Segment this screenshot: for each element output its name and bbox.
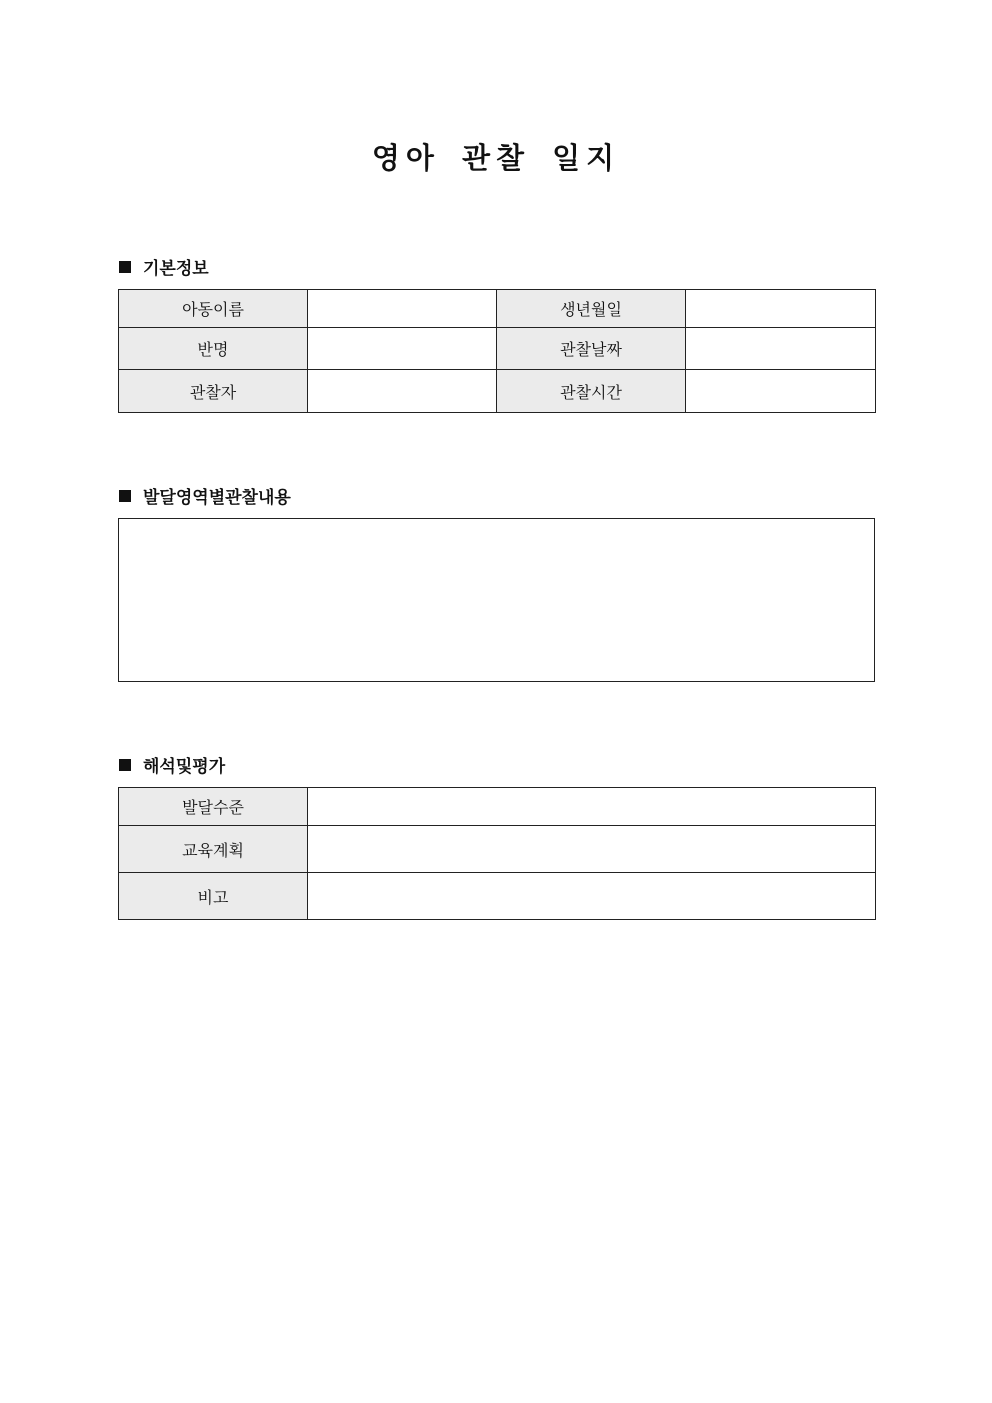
document-title: 영아 관찰 일지 [371,141,621,175]
birth-date-field[interactable] [686,290,876,328]
observer-field[interactable] [308,370,497,413]
basic-info-heading [119,254,209,279]
remarks-field[interactable] [308,873,876,920]
evaluation-table [118,787,876,920]
square-bullet-icon [119,759,131,771]
child-name-label: 아동이름 [119,290,308,328]
observation-date-label: 관찰날짜 [497,328,686,370]
observation-heading-label: 발달영역별관찰내용 [143,488,291,508]
child-name-field[interactable] [308,290,497,328]
evaluation-heading-label: 해석및평가 [143,757,226,777]
development-level-field[interactable] [308,788,876,826]
table-row [119,873,876,920]
observation-date-field[interactable] [686,328,876,370]
birth-date-label: 생년월일 [497,290,686,328]
evaluation-heading [119,752,225,777]
remarks-label: 비고 [119,873,308,920]
observer-label: 관찰자 [119,370,308,413]
table-row [119,826,876,873]
class-name-label: 반명 [119,328,308,370]
education-plan-label: 교육계획 [119,826,308,873]
square-bullet-icon [119,490,131,502]
basic-info-table [118,289,876,413]
education-plan-field[interactable] [308,826,876,873]
square-bullet-icon [119,261,131,273]
observation-content-box[interactable] [118,518,875,682]
basic-info-heading-label: 기본정보 [143,259,209,279]
table-row [119,328,876,370]
table-row [119,290,876,328]
table-row [119,788,876,826]
observation-time-label: 관찰시간 [497,370,686,413]
development-level-label: 발달수준 [119,788,308,826]
table-row [119,370,876,413]
class-name-field[interactable] [308,328,497,370]
observation-time-field[interactable] [686,370,876,413]
observation-heading [119,483,291,508]
